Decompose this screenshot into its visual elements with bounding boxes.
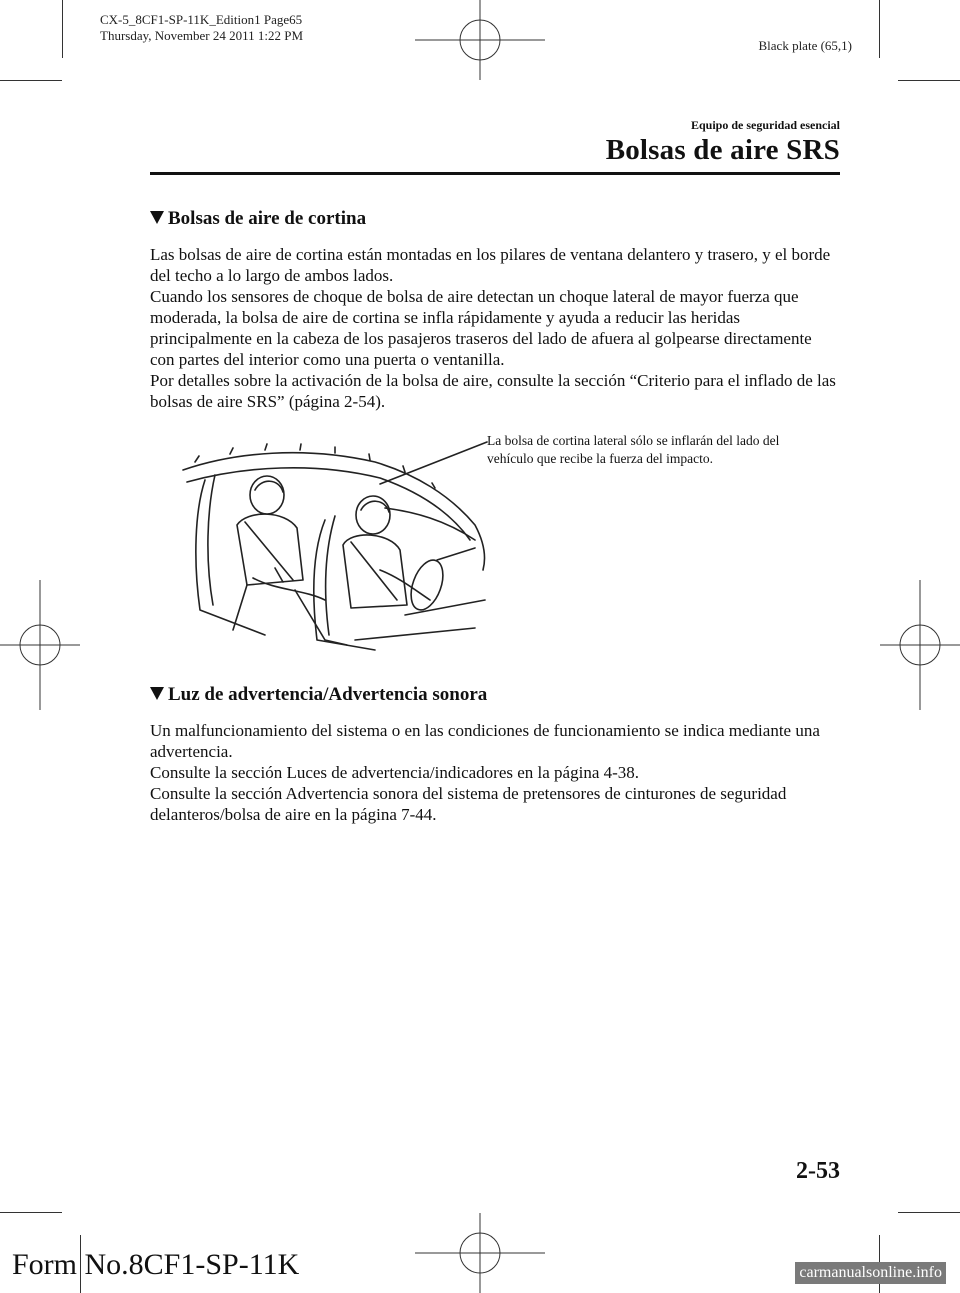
paragraph: Cuando los sensores de choque de bolsa de aire detectan un choque lateral de mayor fuerza que moderada, la bolsa de aire de cortina se infla rápidamente y ayuda a reducir las heridas principalmente en la cabeza de los pasajeros traseros del lado de afuera al golpearse directamente con partes del interior como una puerta o ventanilla. <box>150 287 812 369</box>
registration-mark-bottom <box>415 1213 545 1293</box>
page-number: 2-53 <box>796 1158 840 1184</box>
section-category: Equipo de seguridad esencial <box>690 118 840 132</box>
page-title: Bolsas de aire SRS <box>605 134 840 166</box>
paragraph: Consulte la sección Advertencia sonora del sistema de pretensores de cinturones de seguridad delanteros/bolsa de aire en la página 7-44. <box>150 784 787 824</box>
form-number: Form No.8CF1-SP-11K <box>12 1248 300 1281</box>
triangle-bullet-icon <box>150 211 164 224</box>
print-metadata-line1: CX-5_8CF1-SP-11K_Edition1 Page65 <box>100 12 303 27</box>
print-metadata <box>100 12 303 44</box>
section-heading-curtain-airbags: Bolsas de aire de cortina <box>150 208 366 230</box>
curtain-airbag-illustration <box>175 440 495 655</box>
header-divider <box>150 172 840 175</box>
print-metadata-line2: Thursday, November 24 2011 1:22 PM <box>100 28 304 43</box>
registration-mark-right <box>880 580 960 710</box>
plate-label: Black plate (65,1) <box>758 38 852 53</box>
section-body-warning <box>150 720 840 825</box>
triangle-bullet-icon <box>150 687 164 700</box>
paragraph: Las bolsas de aire de cortina están montadas en los pilares de ventana delantero y trasero, y el borde del techo a lo largo de ambos lados. <box>150 245 831 285</box>
paragraph: Consulte la sección Luces de advertencia/indicadores en la página 4-38. <box>150 763 640 782</box>
site-watermark: carmanualsonline.info <box>795 1262 946 1284</box>
section-heading-warning: Luz de advertencia/Advertencia sonora <box>150 684 487 706</box>
registration-mark-left <box>0 580 80 710</box>
paragraph: Por detalles sobre la activación de la bolsa de aire, consulte la sección “Criterio para el inflado de las bolsas de aire SRS” (página 2-54). <box>150 371 836 411</box>
registration-mark-top <box>415 0 545 80</box>
paragraph: Un malfuncionamiento del sistema o en las condiciones de funcionamiento se indica mediante una advertencia. <box>150 721 820 761</box>
section-body-curtain-airbags <box>150 244 840 412</box>
figure-callout: La bolsa de cortina lateral sólo se inflarán del lado del vehículo que recibe la fuerza del impacto. <box>487 433 780 466</box>
